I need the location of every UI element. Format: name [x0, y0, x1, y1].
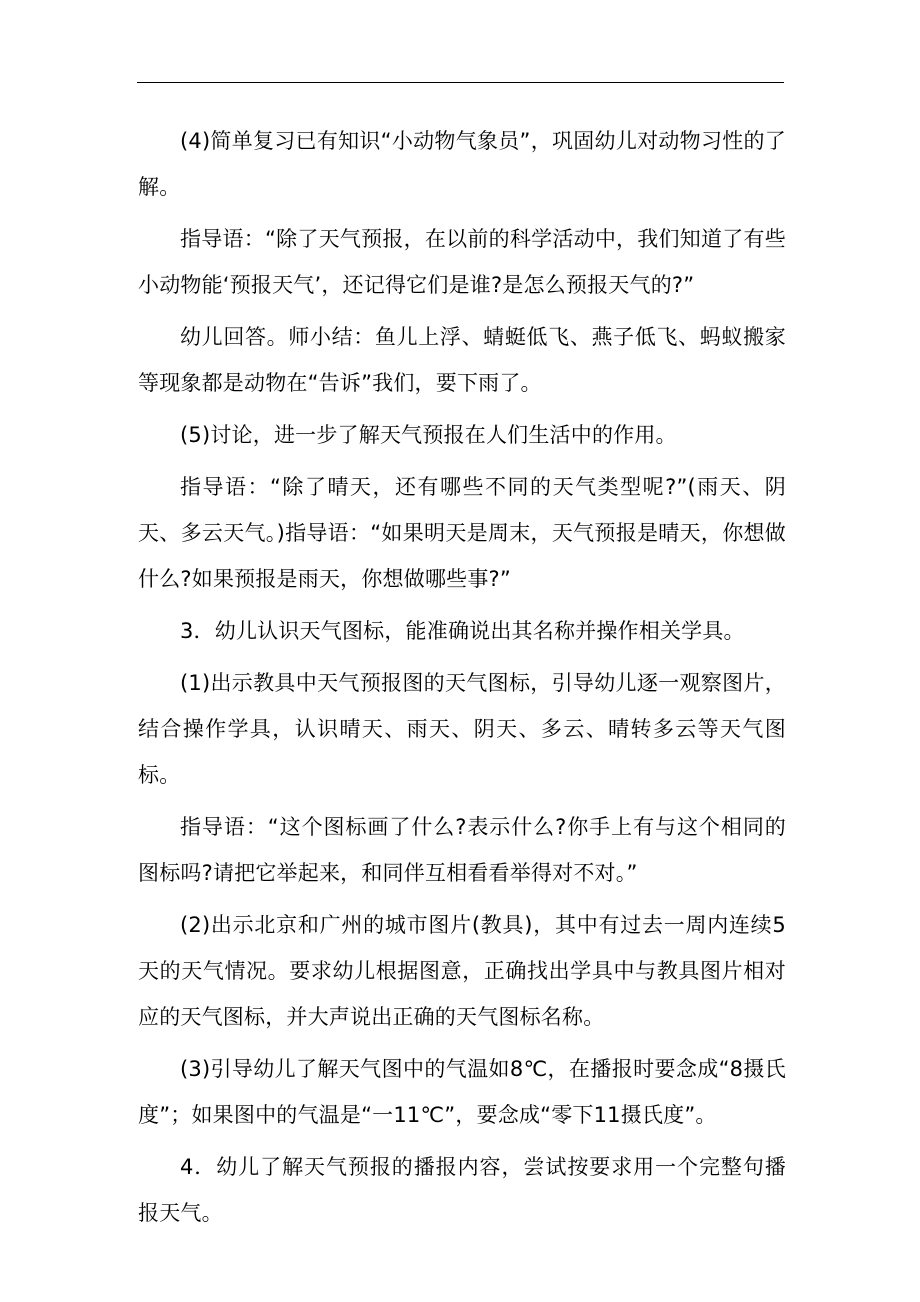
paragraph: 4．幼儿了解天气预报的播报内容，尝试按要求用一个完整句播报天气。: [138, 1155, 786, 1225]
paragraph: 指导语：“这个图标画了什么?表示什么?你手上有与这个相同的图标吗?请把它举起来，和同伴互相看看举得对不对。”: [138, 815, 786, 885]
document-body: [138, 118, 786, 1242]
paragraph: (2)出示北京和广州的城市图片(教具)，其中有过去一周内连续5天的天气情况。要求幼儿根据图意，正确找出学具中与教具图片相对应的天气图标，并大声说出正确的天气图标名称。: [138, 913, 786, 1029]
paragraph: (3)引导幼儿了解天气图中的气温如8℃，在播报时要念成“8摄氏度”；如果图中的气温是“一11℃”，要念成“零下11摄氏度”。: [138, 1057, 786, 1127]
paragraph: 指导语：“除了天气预报，在以前的科学活动中，我们知道了有些小动物能‘预报天气’，还记得它们是谁?是怎么预报天气的?”: [138, 227, 786, 297]
paragraph: 3．幼儿认识天气图标，能准确说出其名称并操作相关学具。: [180, 619, 745, 643]
header-rule: [137, 82, 784, 83]
paragraph: (5)讨论，进一步了解天气预报在人们生活中的作用。: [180, 423, 677, 447]
paragraph: (4)简单复习已有知识“小动物气象员”，巩固幼儿对动物习性的了解。: [138, 129, 786, 199]
paragraph: (1)出示教具中天气预报图的天气图标，引导幼儿逐一观察图片，结合操作学具，认识晴天、雨天、阴天、多云、晴转多云等天气图标。: [138, 671, 786, 787]
paragraph: 指导语：“除了晴天，还有哪些不同的天气类型呢?”(雨天、阴天、多云天气。)指导语：“如果明天是周末，天气预报是晴天，你想做什么?如果预报是雨天，你想做哪些事?”: [138, 475, 786, 591]
paragraph: 幼儿回答。师小结：鱼儿上浮、蜻蜓低飞、燕子低飞、蚂蚁搬家等现象都是动物在“告诉”我们，要下雨了。: [138, 325, 786, 395]
